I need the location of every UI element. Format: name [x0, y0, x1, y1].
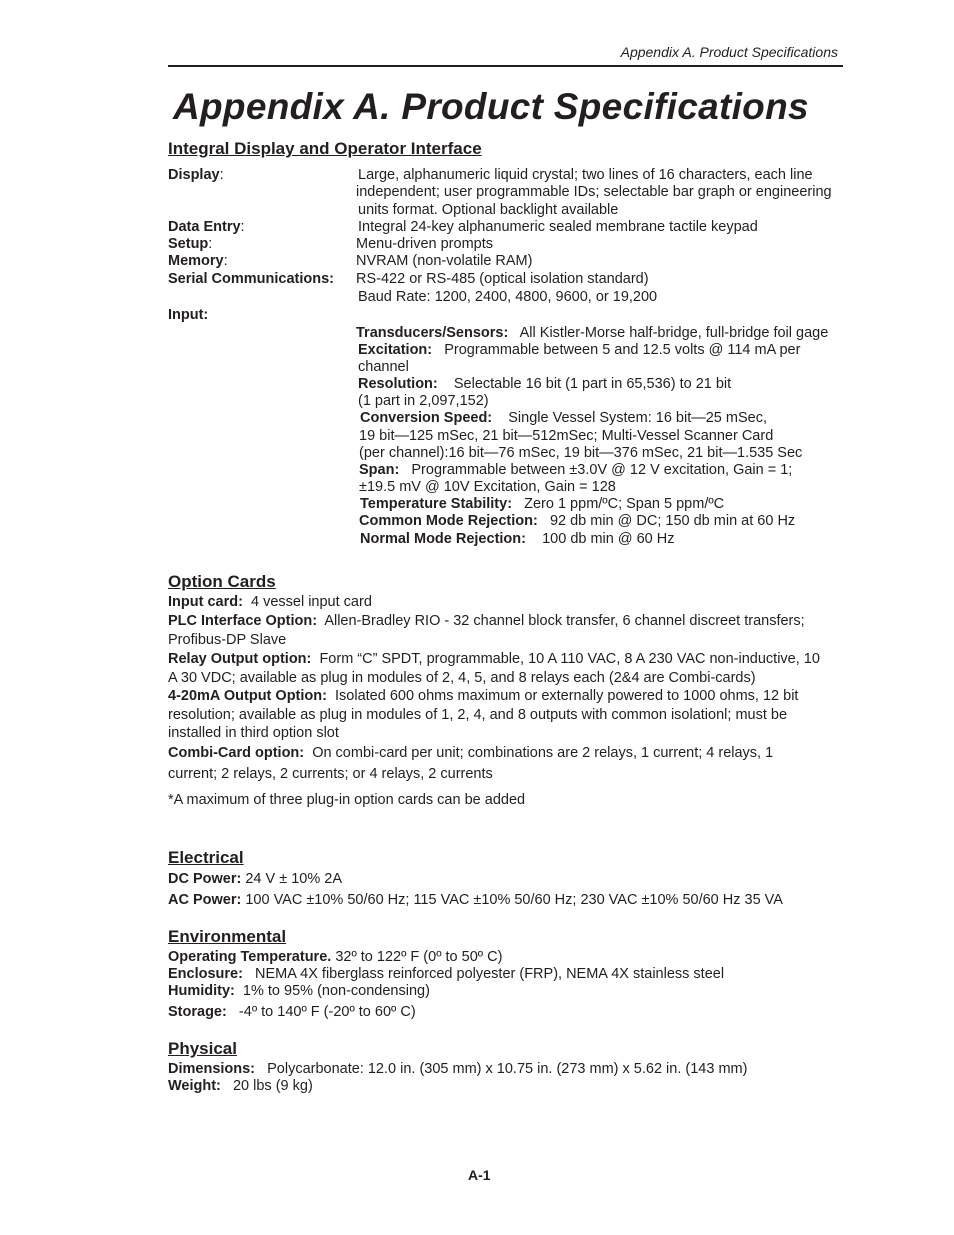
plc-interface-paragraph: PLC Interface Option: Allen-Bradley RIO - 32 channel block transfer, 6 channel discreet transfers; Profibus-DP Slave: [168, 613, 805, 648]
ac-power-row: AC Power: 100 VAC ±10% 50/60 Hz; 115 VAC ±10% 50/60 Hz; 230 VAC ±10% 50/60 Hz 35 VA: [168, 892, 783, 908]
serial-communications-label: Serial Communications:: [168, 271, 334, 287]
normal-mode-rejection-row: Normal Mode Rejection: 100 db min @ 60 Hz: [360, 531, 675, 547]
display-label: Display:: [168, 167, 224, 183]
operating-temperature-row: Operating Temperature. 32º to 122º F (0º to 50º C): [168, 949, 503, 965]
section-heading-integral-display: Integral Display and Operator Interface: [168, 139, 482, 158]
setup-label: Setup:: [168, 236, 213, 252]
transducers-row: Transducers/Sensors: All Kistler-Morse half-bridge, full-bridge foil gage: [356, 325, 829, 341]
running-header: Appendix A. Product Specifications: [620, 44, 838, 60]
page-number: A-1: [468, 1167, 491, 1183]
section-heading-electrical: Electrical: [168, 848, 244, 867]
serial-line-1: RS-422 or RS-485 (optical isolation standard): [356, 271, 649, 287]
dimensions-row: Dimensions: Polycarbonate: 12.0 in. (305 mm) x 10.75 in. (273 mm) x 5.62 in. (143 mm): [168, 1061, 748, 1077]
storage-row: Storage: -4º to 140º F (-20º to 60º C): [168, 1004, 416, 1020]
dc-power-row: DC Power: 24 V ± 10% 2A: [168, 871, 342, 887]
resolution-continued: (1 part in 2,097,152): [358, 393, 489, 409]
setup-value: Menu-driven prompts: [356, 236, 493, 252]
section-heading-physical: Physical: [168, 1039, 237, 1058]
span-row: Span: Programmable between ±3.0V @ 12 V excitation, Gain = 1;: [359, 462, 793, 478]
data-entry-label: Data Entry:: [168, 219, 245, 235]
ma-output-paragraph: 4-20mA Output Option: Isolated 600 ohms maximum or externally powered to 1000 ohms, 12 bit resolution; available as plug in modules of 1, 2, 4, and 8 outputs with common isolationl; must be installed in third option slot: [168, 688, 799, 741]
excitation-continued: channel: [358, 359, 409, 375]
combi-card-paragraph: Combi-Card option: On combi-card per unit; combinations are 2 relays, 1 current; 4 relays, 1 current; 2 relays, 2 currents; or 4 relays, 2 currents: [168, 745, 774, 782]
resolution-row: Resolution: Selectable 16 bit (1 part in 65,536) to 21 bit: [358, 376, 732, 392]
serial-line-2: Baud Rate: 1200, 2400, 4800, 9600, or 19,200: [358, 289, 658, 305]
section-heading-environmental: Environmental: [168, 927, 287, 946]
humidity-row: Humidity: 1% to 95% (non-condensing): [168, 983, 430, 999]
data-entry-value: Integral 24-key alphanumeric sealed membrane tactile keypad: [358, 219, 758, 235]
display-line-1: Large, alphanumeric liquid crystal; two lines of 16 characters, each line: [358, 167, 813, 183]
common-mode-rejection-row: Common Mode Rejection: 92 db min @ DC; 150 db min at 60 Hz: [359, 513, 796, 529]
display-line-3: units format. Optional backlight available: [358, 202, 619, 218]
excitation-row: Excitation: Programmable between 5 and 12.5 volts @ 114 mA per: [358, 342, 801, 358]
conversion-speed-row: Conversion Speed: Single Vessel System: 16 bit—25 mSec,: [360, 410, 767, 426]
relay-output-paragraph: Relay Output option: Form “C” SPDT, programmable, 10 A 110 VAC, 8 A 230 VAC non-inductive, 10 A 30 VDC; available as plug in modules of 2, 4, 5, and 8 relays each (2&4 are Combi-cards): [168, 651, 820, 686]
header-rule: [168, 65, 843, 67]
conversion-continued-1: 19 bit—125 mSec, 21 bit—512mSec; Multi-Vessel Scanner Card: [359, 428, 774, 444]
conversion-continued-2: (per channel):16 bit—76 mSec, 19 bit—376 mSec, 21 bit—1.535 Sec: [359, 445, 803, 461]
weight-row: Weight: 20 lbs (9 kg): [168, 1078, 313, 1094]
span-continued: ±19.5 mV @ 10V Excitation, Gain = 128: [359, 479, 616, 495]
memory-value: NVRAM (non-volatile RAM): [356, 253, 533, 269]
enclosure-row: Enclosure: NEMA 4X fiberglass reinforced polyester (FRP), NEMA 4X stainless steel: [168, 966, 725, 982]
section-heading-option-cards: Option Cards: [168, 572, 276, 591]
option-cards-note: *A maximum of three plug-in option cards can be added: [168, 792, 526, 808]
input-card-row: Input card: 4 vessel input card: [168, 594, 372, 610]
display-line-2: independent; user programmable IDs; selectable bar graph or engineering: [356, 184, 832, 200]
memory-label: Memory:: [168, 253, 228, 269]
temperature-stability-row: Temperature Stability: Zero 1 ppm/ºC; Span 5 ppm/ºC: [360, 496, 725, 512]
page-title: Appendix A. Product Specifications: [173, 86, 809, 127]
input-label: Input:: [168, 307, 209, 323]
